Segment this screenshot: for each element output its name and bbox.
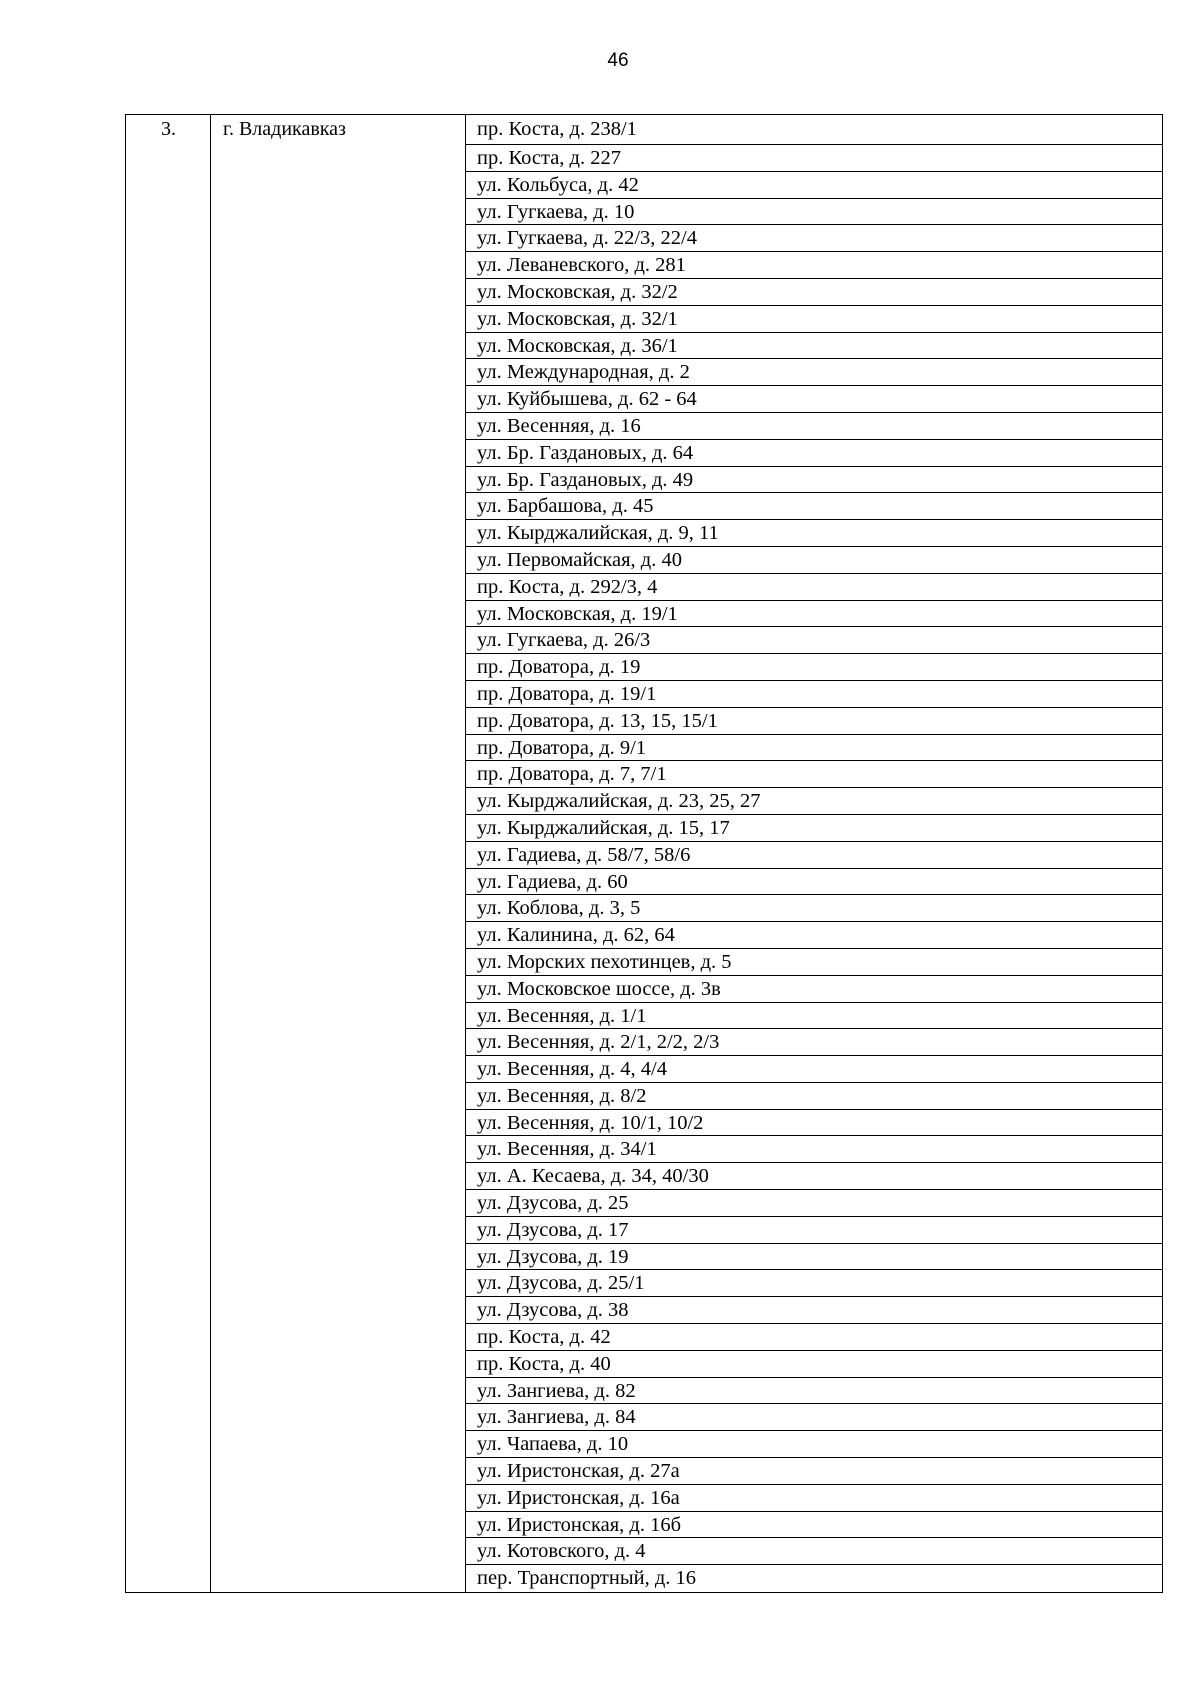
address-row: пр. Доватора, д. 9/1 — [466, 735, 1162, 762]
address-row: пр. Доватора, д. 13, 15, 15/1 — [466, 708, 1162, 735]
address-row: пр. Доватора, д. 19/1 — [466, 681, 1162, 708]
address-row: ул. Весенняя, д. 4, 4/4 — [466, 1056, 1162, 1083]
address-row: ул. Гадиева, д. 60 — [466, 869, 1162, 896]
address-row: ул. Дзусова, д. 19 — [466, 1244, 1162, 1271]
address-table — [125, 114, 1163, 1593]
address-row: пр. Коста, д. 292/3, 4 — [466, 574, 1162, 601]
city-column — [211, 115, 466, 1592]
address-row: ул. Гугкаева, д. 22/3, 22/4 — [466, 225, 1162, 252]
address-row: ул. Гадиева, д. 58/7, 58/6 — [466, 842, 1162, 869]
address-row: пр. Доватора, д. 7, 7/1 — [466, 761, 1162, 788]
address-row: ул. Иристонская, д. 16б — [466, 1512, 1162, 1539]
address-row: ул. Гугкаева, д. 10 — [466, 199, 1162, 226]
address-row: ул. Зангиева, д. 84 — [466, 1404, 1162, 1431]
address-row: ул. Дзусова, д. 17 — [466, 1217, 1162, 1244]
address-row: ул. Весенняя, д. 1/1 — [466, 1003, 1162, 1030]
address-row: ул. Дзусова, д. 25/1 — [466, 1270, 1162, 1297]
address-row: пр. Коста, д. 40 — [466, 1351, 1162, 1378]
city-name: г. Владикавказ — [223, 118, 346, 140]
address-row: ул. Весенняя, д. 16 — [466, 413, 1162, 440]
address-row: ул. Морских пехотинцев, д. 5 — [466, 949, 1162, 976]
address-row: ул. Кырджалийская, д. 15, 17 — [466, 815, 1162, 842]
address-row: ул. Зангиева, д. 82 — [466, 1378, 1162, 1405]
address-row: ул. Московская, д. 32/1 — [466, 306, 1162, 333]
address-row: ул. Кольбуса, д. 42 — [466, 172, 1162, 199]
number-column — [126, 115, 211, 1592]
row-number: 3. — [161, 118, 176, 140]
address-row: ул. Первомайская, д. 40 — [466, 547, 1162, 574]
address-row: ул. Куйбышева, д. 62 - 64 — [466, 386, 1162, 413]
address-row: ул. Московская, д. 32/2 — [466, 279, 1162, 306]
address-row: ул. Весенняя, д. 34/1 — [466, 1136, 1162, 1163]
address-row: ул. А. Кесаева, д. 34, 40/30 — [466, 1163, 1162, 1190]
address-row: ул. Чапаева, д. 10 — [466, 1431, 1162, 1458]
address-row: ул. Бр. Газдановых, д. 49 — [466, 467, 1162, 494]
address-row: ул. Бр. Газдановых, д. 64 — [466, 440, 1162, 467]
address-row: пр. Коста, д. 238/1 — [466, 115, 1162, 145]
page-number: 46 — [607, 50, 629, 71]
address-row: ул. Барбашова, д. 45 — [466, 493, 1162, 520]
address-row: ул. Весенняя, д. 2/1, 2/2, 2/3 — [466, 1029, 1162, 1056]
address-row: ул. Дзусова, д. 25 — [466, 1190, 1162, 1217]
address-row: ул. Кырджалийская, д. 23, 25, 27 — [466, 788, 1162, 815]
address-row: ул. Дзусова, д. 38 — [466, 1297, 1162, 1324]
address-row: ул. Калинина, д. 62, 64 — [466, 922, 1162, 949]
address-row: ул. Московская, д. 36/1 — [466, 333, 1162, 360]
address-row: ул. Весенняя, д. 10/1, 10/2 — [466, 1110, 1162, 1137]
address-row: ул. Гугкаева, д. 26/3 — [466, 627, 1162, 654]
address-row: пр. Коста, д. 42 — [466, 1324, 1162, 1351]
address-row: ул. Международная, д. 2 — [466, 359, 1162, 386]
address-row: ул. Иристонская, д. 16а — [466, 1485, 1162, 1512]
address-row: пр. Доватора, д. 19 — [466, 654, 1162, 681]
address-row: ул. Московская, д. 19/1 — [466, 601, 1162, 628]
address-row: ул. Коблова, д. 3, 5 — [466, 895, 1162, 922]
address-row: ул. Московское шоссе, д. 3в — [466, 976, 1162, 1003]
address-row: пер. Транспортный, д. 16 — [477, 1567, 697, 1590]
address-row: ул. Иристонская, д. 27а — [466, 1458, 1162, 1485]
address-row: ул. Весенняя, д. 8/2 — [466, 1083, 1162, 1110]
address-row: ул. Кырджалийская, д. 9, 11 — [466, 520, 1162, 547]
address-column — [466, 115, 1162, 1592]
address-row: ул. Леваневского, д. 281 — [466, 252, 1162, 279]
address-row: ул. Котовского, д. 4 — [466, 1538, 1162, 1565]
address-row: пр. Коста, д. 227 — [466, 145, 1162, 172]
